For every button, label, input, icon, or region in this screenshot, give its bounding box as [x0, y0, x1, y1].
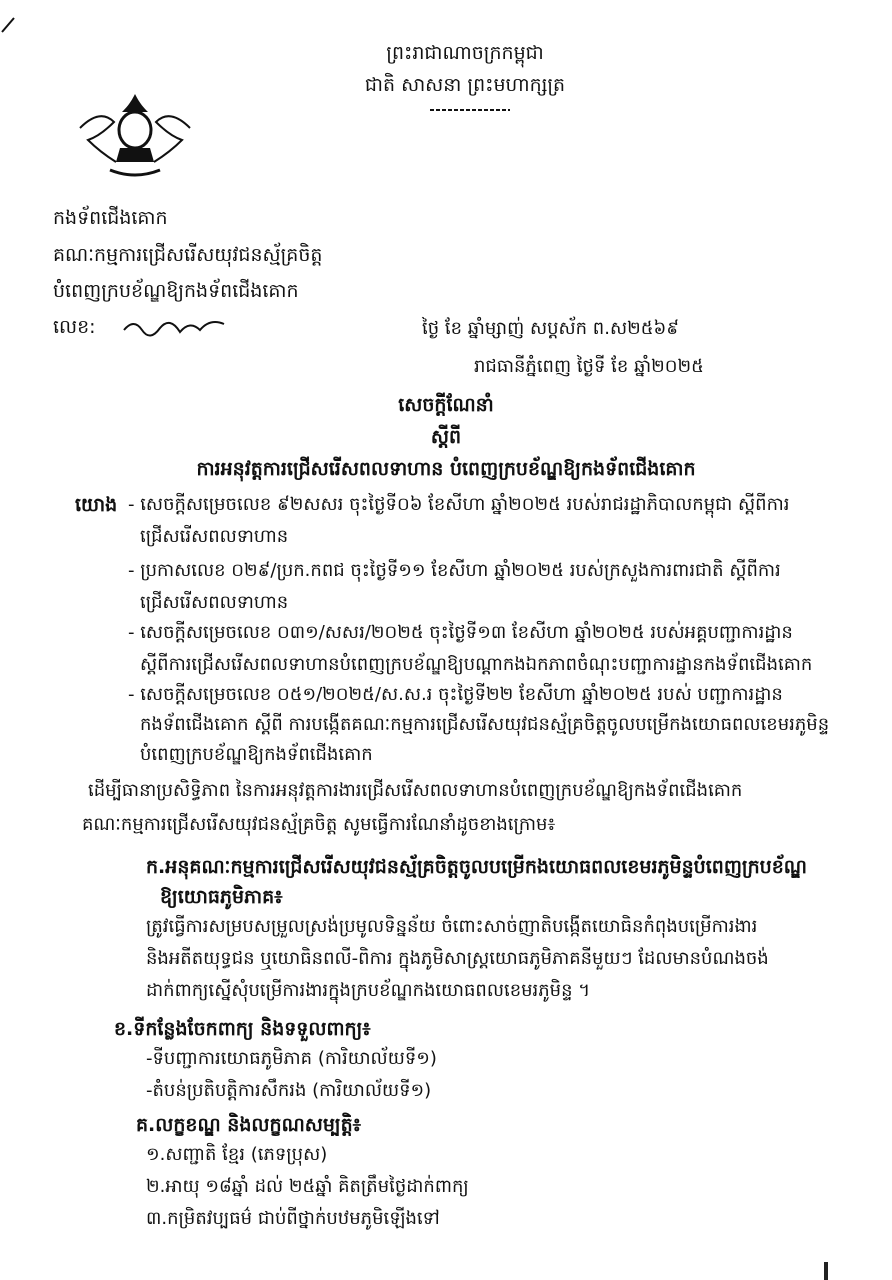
reference-item-cont: ស្តីពីការជ្រើសរើសពលទាហានបំពេញក្របខ័ណ្ឌឱ្យបណ្តាកងឯកភាពចំណុះបញ្ជាការដ្ឋានកងទ័ពជើងគោក — [140, 654, 813, 675]
section-c-heading: គ.លក្ខខណ្ឌ និងលក្ខណសម្បត្តិ៖ — [136, 1114, 361, 1136]
issuer-scope: បំពេញក្របខ័ណ្ឌឱ្យកងទ័ពជើងគោក — [53, 280, 299, 302]
solar-date: រាជធានីភ្នំពេញ ថ្ងៃទី ខែ ឆ្នាំ២០២៥ — [474, 356, 704, 377]
reference-item-cont: កងទ័ពជើងគោក ស្តីពី ការបង្កើតគណៈកម្មការជ្រើសរើសយុវជនស្ម័គ្រចិត្តចូលបម្រើកងយោធពលខេមរភូមិន្ទ — [140, 714, 830, 735]
section-c-item: ៣.កម្រិតវប្បធម៌ ជាប់ពីថ្នាក់បឋមភូមិឡើងទៅ — [146, 1208, 440, 1229]
army-emblem-icon — [70, 88, 200, 188]
section-c-item: ២.អាយុ ១៨ឆ្នាំ ដល់ ២៥ឆ្នាំ គិតត្រឹមថ្ងៃដាក់ពាក្យ — [146, 1176, 469, 1197]
section-a-body-line: និងអតីតយុទ្ធជន ឬយោធិនពលី-ពិការ ក្នុងភូមិសាស្ត្រយោធភូមិភាគនីមួយៗ ដែលមានបំណងចង់ — [146, 948, 769, 969]
reference-item: - សេចក្តីសម្រេចលេខ ០៣១/សសរ/២០២៥ ចុះថ្ងៃទី១៣ ខែសីហា ឆ្នាំ២០២៥ របស់អគ្គបញ្ជាការដ្ឋាន — [128, 622, 793, 643]
section-a-body-line: ដាក់ពាក្យស្នើសុំបម្រើការងារក្នុងក្របខ័ណ្ឌកងយោធពលខេមរភូមិន្ទ ។ — [146, 980, 591, 1001]
ornament-divider-icon — [430, 108, 510, 112]
section-b-item: -ទីបញ្ជាការយោធភូមិភាគ (ការិយាល័យទី១) — [146, 1048, 437, 1069]
document-title: សេចក្តីណែនាំ — [398, 394, 494, 416]
issuer-committee: គណៈកម្មការជ្រើសរើសយុវជនស្ម័គ្រចិត្ត — [53, 244, 323, 266]
margin-mark — [824, 1262, 828, 1280]
reference-item-cont: ជ្រើសរើសពលទាហាន — [140, 526, 289, 547]
intro-line: ដើម្បីធានាប្រសិទ្ធិភាព នៃការអនុវត្តការងារជ្រើសរើសពលទាហានបំពេញក្របខ័ណ្ឌឱ្យកងទ័ពជើងគោក — [88, 780, 743, 801]
motto: ជាតិ សាសនា ព្រះមហាក្សត្រ — [364, 74, 566, 96]
section-b-item: -តំបន់ប្រតិបត្តិការសឹករង (ការិយាល័យទី១) — [146, 1080, 432, 1101]
reference-label: យោង — [75, 494, 118, 516]
section-c-item: ១.សញ្ជាតិ ខ្មែរ (ភេទប្រុស) — [146, 1144, 328, 1165]
reference-item-cont: បំពេញក្របខ័ណ្ឌឱ្យកងទ័ពជើងគោក — [140, 744, 373, 765]
reference-item: - ប្រកាសលេខ ០២៩/ប្រក.កពជ ចុះថ្ងៃទី១១ ខែសីហា ឆ្នាំ២០២៥ របស់ក្រសួងការពារជាតិ ស្តីពីការ — [128, 560, 781, 581]
lunar-date: ថ្ងៃ ខែ ឆ្នាំម្សាញ់ សប្តស័ក ព.ស២៥៦៩ — [422, 318, 679, 339]
section-a-body-line: ត្រូវធ្វើការសម្របសម្រួលស្រង់ប្រមូលទិន្នន័យ ចំពោះសាច់ញាតិបង្កើតយោធិនកំពុងបម្រើការងារ — [146, 916, 758, 937]
kingdom-heading: ព្រះរាជាណាចក្រកម្ពុជា — [386, 42, 544, 64]
handwritten-reference-number — [120, 312, 230, 340]
section-a-heading-cont: ឱ្យយោធភូមិភាគ៖ — [160, 886, 283, 908]
intro-line: គណៈកម្មការជ្រើសរើសយុវជនស្ម័គ្រចិត្ត សូមធ្វើការណែនាំដូចខាងក្រោម៖ — [82, 814, 556, 835]
section-b-heading: ខ.ទីកន្លែងចែកពាក្យ និងទទួលពាក្យ៖ — [114, 1018, 371, 1040]
reference-item-cont: ជ្រើសរើសពលទាហាន — [140, 592, 289, 613]
corner-mark-icon — [0, 12, 24, 36]
issuer-army: កងទ័ពជើងគោក — [53, 207, 168, 229]
reference-number-label: លេខ: — [53, 316, 96, 338]
document-topic: ការអនុវត្តការជ្រើសរើសពលទាហាន បំពេញក្របខ័ណ្ឌឱ្យកងទ័ពជើងគោក — [196, 458, 696, 480]
document-subtitle: ស្តីពី — [430, 426, 462, 448]
section-a-heading: ក.អនុគណៈកម្មការជ្រើសរើសយុវជនស្ម័គ្រចិត្តចូលបម្រើកងយោធពលខេមរភូមិន្ទបំពេញក្របខ័ណ្ឌ — [146, 856, 807, 878]
reference-item: - សេចក្តីសម្រេចលេខ ០៥១/២០២៥/ស.ស.រ ចុះថ្ងៃទី២២ ខែសីហា ឆ្នាំ២០២៥ របស់ បញ្ជាការដ្ឋាន — [128, 684, 783, 705]
reference-item: - សេចក្តីសម្រេចលេខ ៩២សសរ ចុះថ្ងៃទី០៦ ខែសីហា ឆ្នាំ២០២៥ របស់រាជរដ្ឋាភិបាលកម្ពុជា ស្តីពីការ — [128, 494, 790, 515]
